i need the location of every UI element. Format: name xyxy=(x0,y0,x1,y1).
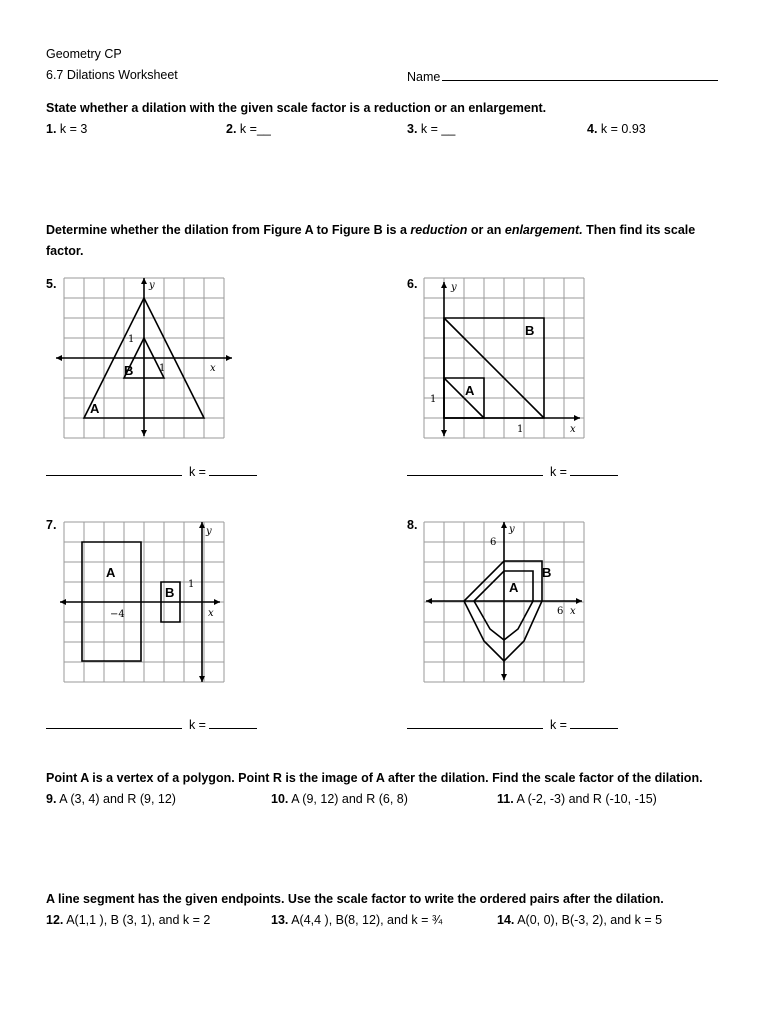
k-label: k = xyxy=(188,465,206,479)
x-tick-label: 6 xyxy=(557,606,564,617)
answer-blank-type[interactable] xyxy=(407,464,543,476)
section3-instruction: Point A is a vertex of a polygon. Point R is the image of A after the dilation. Find the scale factor of the dilation. xyxy=(46,771,703,785)
problem-1: 1. k = 3 xyxy=(46,122,88,136)
answer-blank-k[interactable] xyxy=(209,717,257,729)
label-b: B xyxy=(525,323,535,338)
x-tick-label: −4 xyxy=(110,609,125,620)
x-axis-label: x xyxy=(210,363,216,374)
answer-row-5[interactable] xyxy=(46,464,257,479)
label-a: A xyxy=(465,383,475,398)
problem-14: 14. A(0, 0), B(-3, 2), and k = 5 xyxy=(497,913,663,927)
figure-b xyxy=(464,561,542,661)
graph-problem-7 xyxy=(64,522,224,682)
answer-blank-type[interactable] xyxy=(407,717,543,729)
answer-row-7[interactable] xyxy=(46,717,257,732)
y-axis-label: y xyxy=(206,526,212,537)
graph-problem-5 xyxy=(64,278,224,438)
label-a: A xyxy=(90,401,100,416)
problem-7-number: 7. xyxy=(46,518,57,532)
label-a: A xyxy=(509,580,519,595)
name-field[interactable] xyxy=(407,68,718,85)
section1-instruction: State whether a dilation with the given scale factor is a reduction or an enlargement. xyxy=(46,101,547,115)
section2-instruction-line2: factor. xyxy=(46,244,84,258)
label-b: B xyxy=(124,363,134,378)
y-tick-label: 6 xyxy=(490,537,497,548)
k-label: k = xyxy=(549,465,567,479)
problem-10: 10. A (9, 12) and R (6, 8) xyxy=(271,792,408,806)
x-axis-label: x xyxy=(570,424,576,435)
k-label: k = xyxy=(188,718,206,732)
k-label: k = xyxy=(549,718,567,732)
label-a: A xyxy=(106,565,116,580)
graph-problem-6 xyxy=(424,278,584,438)
answer-blank-k[interactable] xyxy=(209,464,257,476)
section4-instruction: A line segment has the given endpoints. Use the scale factor to write the ordered pairs after the dilation. xyxy=(46,892,664,906)
graph-problem-8 xyxy=(424,522,584,682)
answer-row-8[interactable] xyxy=(407,717,618,732)
x-tick-label: 1 xyxy=(517,424,524,435)
section2-instruction: Determine whether the dilation from Figure A to Figure B is a reduction or an enlargement. Then find its scale xyxy=(46,223,696,237)
name-label: Name xyxy=(407,70,441,84)
answer-blank-type[interactable] xyxy=(46,464,182,476)
x-tick-label: 1 xyxy=(159,363,166,374)
problem-3: 3. k = __ xyxy=(407,122,456,136)
y-tick-label: 1 xyxy=(188,579,195,590)
label-b: B xyxy=(542,565,552,580)
name-blank-line[interactable] xyxy=(442,68,718,81)
answer-blank-type[interactable] xyxy=(46,717,182,729)
course-title: Geometry CP xyxy=(46,47,122,61)
problem-5-number: 5. xyxy=(46,277,57,291)
y-axis-label: y xyxy=(451,282,457,293)
x-axis-label: x xyxy=(570,606,576,617)
worksheet-title: 6.7 Dilations Worksheet xyxy=(46,68,178,82)
answer-blank-k[interactable] xyxy=(570,717,618,729)
grid xyxy=(424,278,584,438)
answer-blank-k[interactable] xyxy=(570,464,618,476)
problem-4: 4. k = 0.93 xyxy=(587,122,646,136)
y-axis-label: y xyxy=(509,524,515,535)
problem-12: 12. A(1,1 ), B (3, 1), and k = 2 xyxy=(46,913,211,927)
problem-2: 2. k =__ xyxy=(226,122,271,136)
problem-8-number: 8. xyxy=(407,518,418,532)
y-tick-label: 1 xyxy=(430,394,437,405)
problem-13: 13. A(4,4 ), B(8, 12), and k = ¾ xyxy=(271,913,443,927)
y-tick-label: 1 xyxy=(128,334,135,345)
answer-row-6[interactable] xyxy=(407,464,618,479)
problem-9: 9. A (3, 4) and R (9, 12) xyxy=(46,792,176,806)
y-axis-label: y xyxy=(149,280,155,291)
label-b: B xyxy=(165,585,175,600)
problem-6-number: 6. xyxy=(407,277,418,291)
x-axis-label: x xyxy=(208,608,214,619)
problem-11: 11. A (-2, -3) and R (-10, -15) xyxy=(497,792,657,806)
